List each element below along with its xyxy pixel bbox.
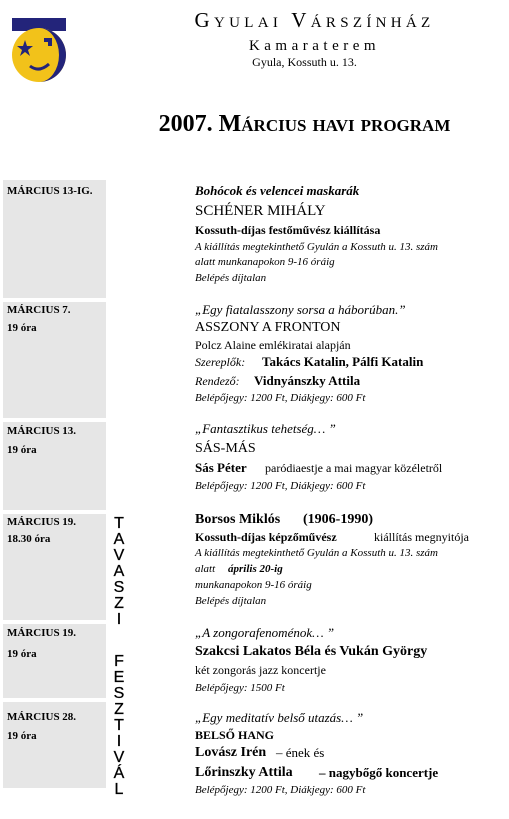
festival-letter: T [114,515,124,532]
director-name: Vidnyánszky Attila [254,373,361,388]
event-info: alatt munkanapokon 9-16 óráig [195,256,335,268]
event-info: alatt [195,563,216,575]
event-tagline: „Egy meditatív belső utazás… ” [195,710,364,725]
cast-label: Szereplők: [195,355,246,369]
event-title: SCHÉNER MIHÁLY [195,203,326,219]
event-time: 18.30 óra [7,533,51,545]
event-info: A kiállítás megtekinthető Gyulán a Kossuth u. 13. szám [195,241,439,253]
row-separator [3,418,106,422]
event-info: A kiállítás megtekinthető Gyulán a Kossuth u. 13. szám [195,547,439,559]
event-title: SÁS-MÁS [195,441,256,456]
festival-letter: T [114,717,124,734]
row-separator [3,698,106,702]
event-subtitle: paródiaestje a mai magyar közéletről [265,461,443,475]
festival-letter: V [113,547,125,564]
event-time: 19 óra [7,444,37,456]
festival-letter: Z [114,701,124,718]
performer-role: – ének és [276,745,325,760]
festival-letter: F [114,653,124,670]
director-label: Rendező: [195,374,240,388]
cast-names: Takács Katalin, Pálfi Katalin [262,354,424,369]
organization-name: Gyulai Várszínház [194,8,435,32]
event-end-date: április 20-ig [228,563,283,575]
event-title: BELSŐ HANG [195,728,275,742]
theatre-logo-icon [8,18,70,86]
event-tagline: „Egy fiatalasszony sorsa a háborúban.” [195,302,406,317]
event-time: 19 óra [7,322,37,334]
performer-name: Lőrinszky Attila [195,765,293,780]
festival-letter: I [116,733,122,750]
festival-letter: V [113,749,125,766]
festival-letter: Z [114,595,124,612]
event-date: MÁRCIUS 13. [7,425,77,437]
row-separator [3,298,106,302]
event-price: Belépőjegy: 1200 Ft, Diákjegy: 600 Ft [195,480,366,492]
event-price: Belépőjegy: 1200 Ft, Diákjegy: 600 Ft [195,392,366,404]
event-title: ASSZONY A FRONTON [195,320,341,335]
row-separator [3,620,106,624]
event-subtitle: Polcz Alaine emlékiratai alapján [195,338,351,352]
event-subtitle-rest: kiállítás megnyitója [374,530,469,544]
festival-letter: S [113,685,125,702]
event-time: 19 óra [7,648,37,660]
event-tagline: „Fantasztikus tehetség… ” [195,421,336,436]
festival-letter: Á [113,765,125,782]
event-price: Belépés díjtalan [195,272,267,284]
festival-letter: A [113,563,125,580]
festival-letter: S [113,579,125,596]
festival-letter: L [114,781,124,798]
event-date: MÁRCIUS 19. [7,516,77,528]
event-subtitle: Kossuth-díjas képzőművész [195,530,337,544]
event-title: Szakcsi Lakatos Béla és Vukán György [195,644,428,659]
page-title: 2007. Március havi program [158,111,451,137]
event-tagline: Bohócok és velencei maskarák [195,183,360,198]
event-date: MÁRCIUS 28. [7,711,77,723]
event-date: MÁRCIUS 19. [7,627,77,639]
event-date: MÁRCIUS 7. [7,304,71,316]
event-price: Belépőjegy: 1200 Ft, Diákjegy: 600 Ft [195,784,366,796]
event-tagline: „A zongorafenoménok… ” [195,625,335,640]
performer-role: – nagybőgő koncertje [319,765,439,780]
address: Gyula, Kossuth u. 13. [252,55,357,69]
venue-name: Kamaraterem [248,38,381,54]
date-column [3,180,106,788]
festival-letter: A [113,531,125,548]
performer-name: Lovász Irén [195,745,267,760]
event-price: Belépőjegy: 1500 Ft [195,682,285,694]
event-subtitle: két zongorás jazz koncertje [195,663,326,677]
row-separator [3,510,106,514]
event-title: Borsos Miklós [195,512,281,527]
festival-letter: E [113,669,125,686]
event-time: 19 óra [7,730,37,742]
event-date: MÁRCIUS 13-IG. [7,185,93,197]
event-price: Belépés díjtalan [195,595,267,607]
event-info: munkanapokon 9-16 óráig [195,579,312,591]
event-subtitle: Kossuth-díjas festőművész kiállítása [195,223,381,237]
festival-letter: I [116,611,122,628]
event-years: (1906-1990) [303,512,373,527]
performer-name: Sás Péter [195,460,247,475]
